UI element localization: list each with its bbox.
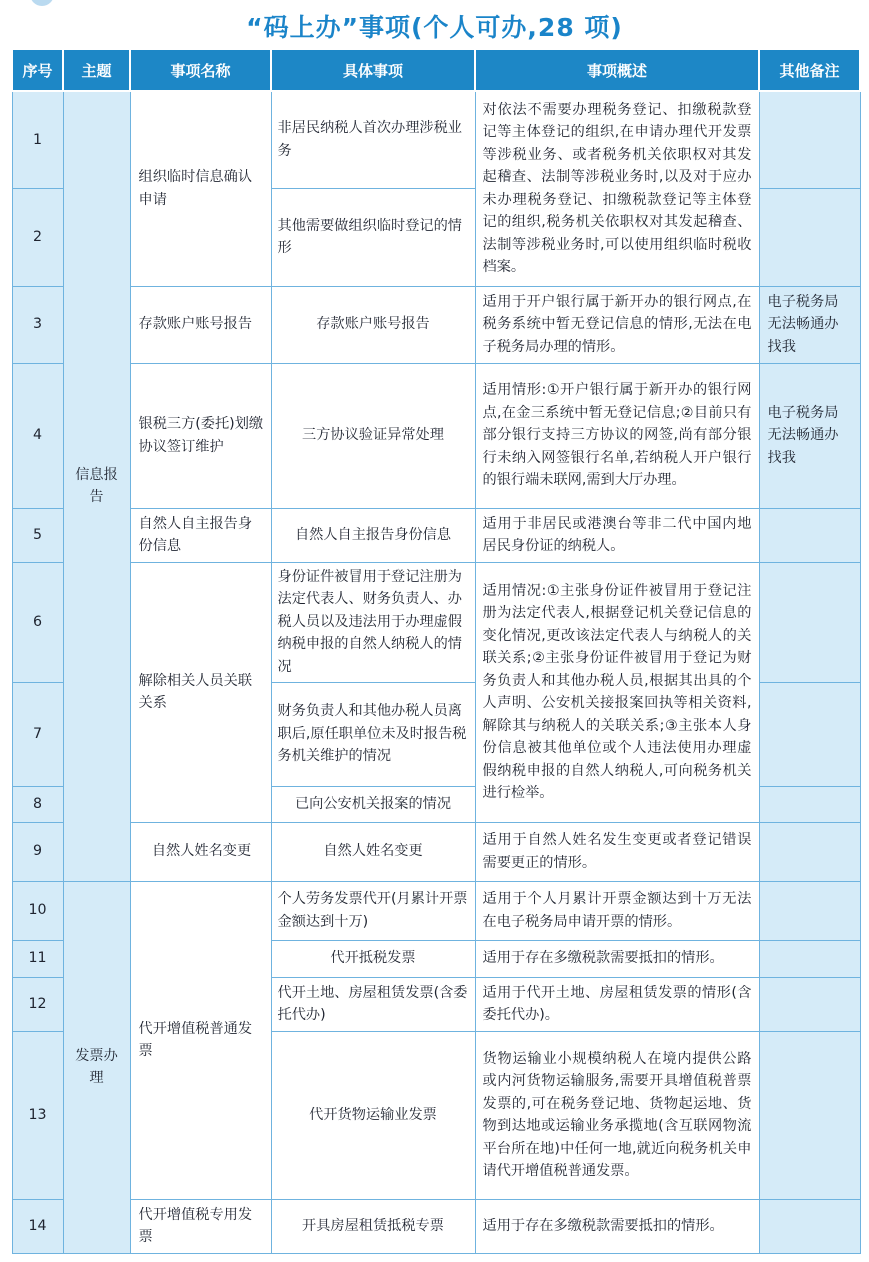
item-name-cell: 自然人姓名变更 [130, 822, 271, 881]
item-name-cell: 解除相关人员关联关系 [130, 562, 271, 822]
remarks-cell [759, 91, 860, 188]
summary-cell: 适用于开户银行属于新开办的银行网点,在税务系统中暂无登记信息的情形,无法在电子税务局办理的情形。 [475, 286, 759, 363]
specific-item-cell: 其他需要做组织临时登记的情形 [271, 188, 475, 286]
header-item-name: 事项名称 [130, 49, 271, 91]
table-row [12, 508, 860, 562]
summary-cell: 适用于存在多缴税款需要抵扣的情形。 [475, 1199, 759, 1253]
item-name-cell: 存款账户账号报告 [130, 286, 271, 363]
item-name-cell: 代开增值税普通发票 [130, 881, 271, 1199]
table-row [12, 286, 860, 363]
header-topic: 主题 [63, 49, 130, 91]
row-number: 10 [12, 881, 63, 940]
remarks-cell: 电子税务局无法畅通办找我 [759, 286, 860, 363]
specific-item-cell: 代开抵税发票 [271, 940, 475, 977]
row-number: 6 [12, 562, 63, 682]
summary-cell: 适用于存在多缴税款需要抵扣的情形。 [475, 940, 759, 977]
row-number: 8 [12, 786, 63, 822]
summary-cell: 对依法不需要办理税务登记、扣缴税款登记等主体登记的组织,在申请办理代开发票等涉税业务、或者税务机关依职权对其发起稽查、法制等涉税业务时,以及对于应办未办理税务登记、扣缴税款登记等主体登记的组织,税务机关依职权对其发起稽查、法制等涉税业务时,可以使用组织临时税收档案。 [475, 91, 759, 286]
summary-cell: 货物运输业小规模纳税人在境内提供公路或内河货物运输服务,需要开具增值税普票发票的,可在税务登记地、货物起运地、货物到达地或运输业务承揽地(含互联网物流平台所在地)中任何一地,就近向税务机关申请代开增值税普通发票。 [475, 1031, 759, 1199]
item-name-cell: 代开增值税专用发票 [130, 1199, 271, 1253]
remarks-cell [759, 881, 860, 940]
specific-item-cell: 个人劳务发票代开(月累计开票金额达到十万) [271, 881, 475, 940]
remarks-cell [759, 1199, 860, 1253]
remarks-cell [759, 822, 860, 881]
row-number: 14 [12, 1199, 63, 1253]
remarks-cell [759, 786, 860, 822]
remarks-cell [759, 188, 860, 286]
row-number: 11 [12, 940, 63, 977]
item-name-cell: 组织临时信息确认申请 [130, 91, 271, 286]
summary-cell: 适用于个人月累计开票金额达到十万无法在电子税务局申请开票的情形。 [475, 881, 759, 940]
table-row [12, 363, 860, 508]
row-number: 5 [12, 508, 63, 562]
remarks-cell [759, 1031, 860, 1199]
corner-decoration [30, 0, 54, 6]
remarks-cell [759, 562, 860, 682]
row-number: 4 [12, 363, 63, 508]
table-row [12, 881, 860, 940]
summary-cell: 适用于自然人姓名发生变更或者登记错误需要更正的情形。 [475, 822, 759, 881]
specific-item-cell: 财务负责人和其他办税人员离职后,原任职单位未及时报告税务机关维护的情况 [271, 682, 475, 786]
header-remarks: 其他备注 [759, 49, 860, 91]
topic-cell: 发票办理 [63, 881, 130, 1253]
specific-item-cell: 自然人自主报告身份信息 [271, 508, 475, 562]
header-summary: 事项概述 [475, 49, 759, 91]
specific-item-cell: 存款账户账号报告 [271, 286, 475, 363]
specific-item-cell: 代开货物运输业发票 [271, 1031, 475, 1199]
row-number: 12 [12, 977, 63, 1031]
items-table [11, 48, 861, 1254]
table-row [12, 91, 860, 188]
specific-item-cell: 非居民纳税人首次办理涉税业务 [271, 91, 475, 188]
header-specific-item: 具体事项 [271, 49, 475, 91]
summary-cell: 适用情形:①开户银行属于新开办的银行网点,在金三系统中暂无登记信息;②目前只有部分银行支持三方协议的网签,尚有部分银行未纳入网签银行名单,若纳税人开户银行的银行端未联网,需到大厅办理。 [475, 363, 759, 508]
summary-cell: 适用于非居民或港澳台等非二代中国内地居民身份证的纳税人。 [475, 508, 759, 562]
topic-cell: 信息报告 [63, 91, 130, 881]
item-name-cell: 银税三方(委托)划缴协议签订维护 [130, 363, 271, 508]
row-number: 3 [12, 286, 63, 363]
specific-item-cell: 代开土地、房屋租赁发票(含委托代办) [271, 977, 475, 1031]
item-name-cell: 自然人自主报告身份信息 [130, 508, 271, 562]
remarks-cell [759, 682, 860, 786]
specific-item-cell: 三方协议验证异常处理 [271, 363, 475, 508]
row-number: 13 [12, 1031, 63, 1199]
specific-item-cell: 开具房屋租赁抵税专票 [271, 1199, 475, 1253]
remarks-cell [759, 508, 860, 562]
summary-cell: 适用情况:①主张身份证件被冒用于登记注册为法定代表人,根据登记机关登记信息的变化情况,更改该法定代表人与纳税人的关联关系;②主张身份证件被冒用于登记为财务负责人和其他办税人员,根据其出具的个人声明、公安机关接报案回执等相关资料,解除其与纳税人的关联关系;③主张本人身份信息被其他单位或个人违法使用办理虚假纳税申报的自然人纳税人,可向税务机关进行检举。 [475, 562, 759, 822]
header-number: 序号 [12, 49, 63, 91]
row-number: 1 [12, 91, 63, 188]
row-number: 9 [12, 822, 63, 881]
row-number: 2 [12, 188, 63, 286]
table-row [12, 822, 860, 881]
specific-item-cell: 已向公安机关报案的情况 [271, 786, 475, 822]
remarks-cell [759, 940, 860, 977]
remarks-cell [759, 977, 860, 1031]
row-number: 7 [12, 682, 63, 786]
specific-item-cell: 身份证件被冒用于登记注册为法定代表人、财务负责人、办税人员以及违法用于办理虚假纳税申报的自然人纳税人的情况 [271, 562, 475, 682]
table-row [12, 562, 860, 682]
remarks-cell: 电子税务局无法畅通办找我 [759, 363, 860, 508]
table-header-row [12, 49, 860, 91]
specific-item-cell: 自然人姓名变更 [271, 822, 475, 881]
table-row [12, 1199, 860, 1253]
page-title: “码上办”事项(个人可办,28 项) [246, 13, 623, 42]
summary-cell: 适用于代开土地、房屋租赁发票的情形(含委托代办)。 [475, 977, 759, 1031]
